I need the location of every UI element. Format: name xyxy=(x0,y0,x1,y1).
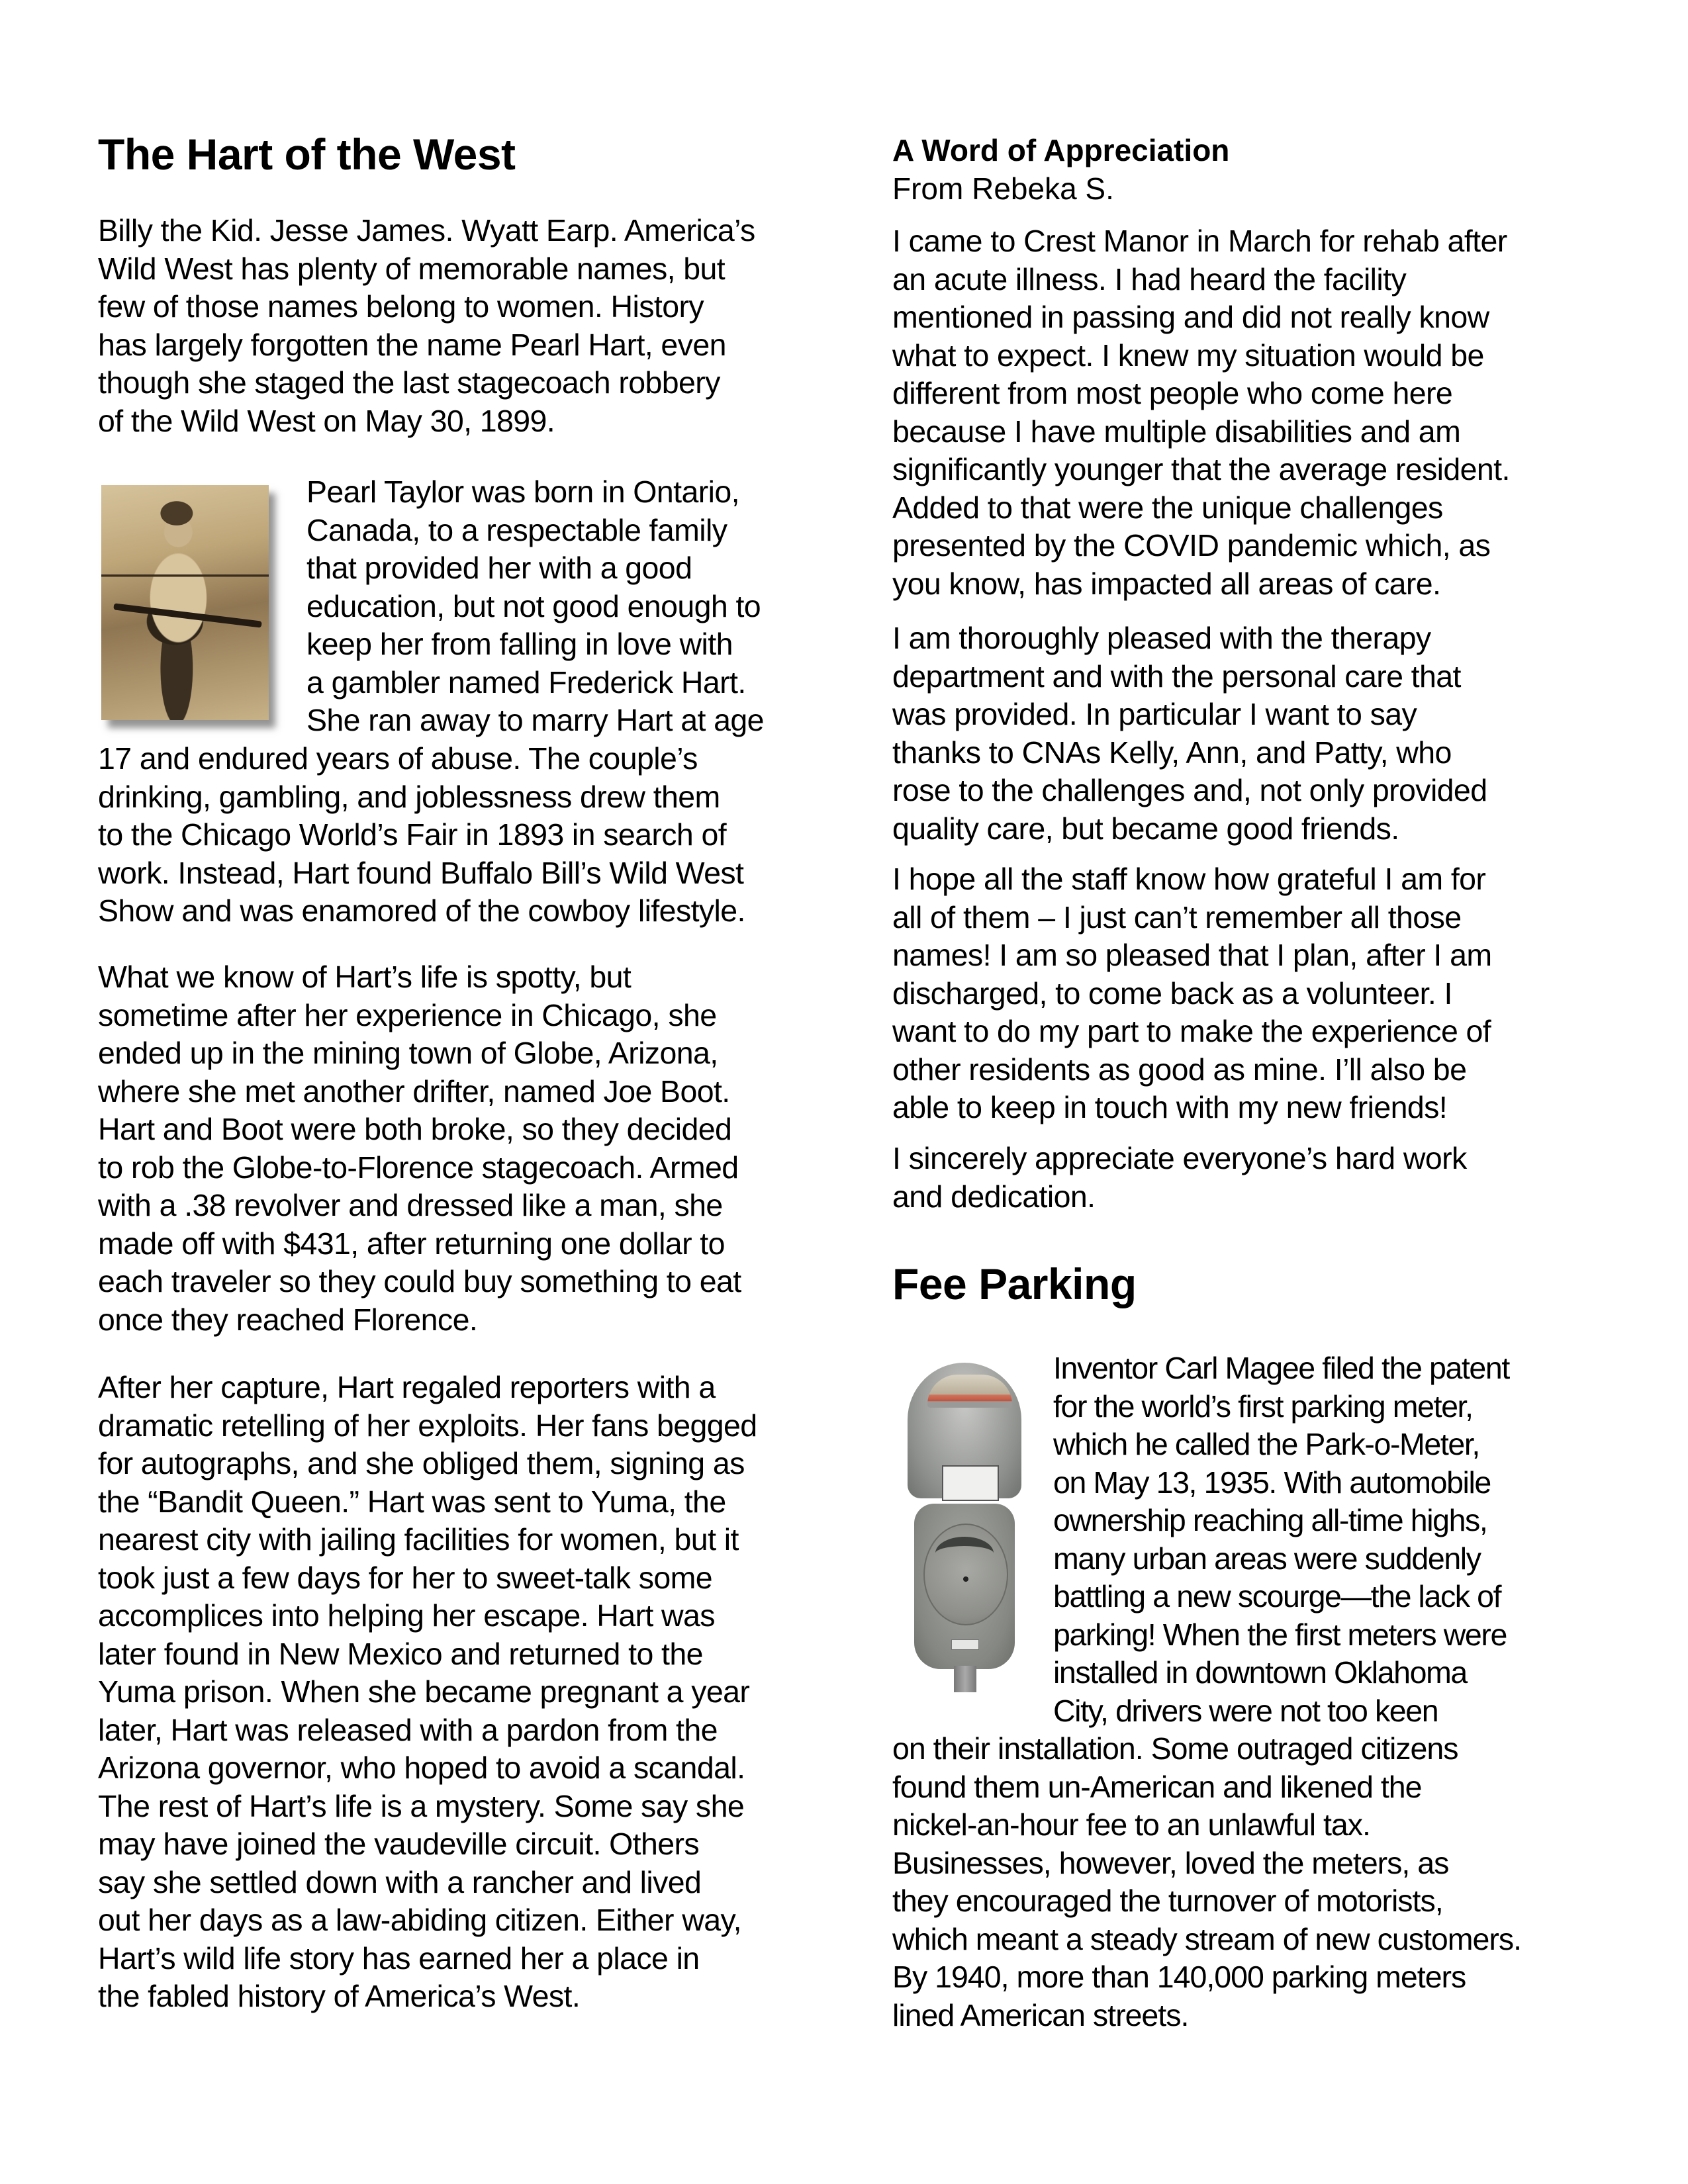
rifle-icon xyxy=(113,603,262,627)
text-line: on May 13, 1935. With automobile xyxy=(1053,1465,1491,1500)
text-line: for autographs, and she obliged them, signing as xyxy=(98,1446,745,1480)
text-line: which he called the Park-o-Meter, xyxy=(1053,1427,1479,1461)
meter-head xyxy=(908,1363,1021,1498)
text-line: discharged, to come back as a volunteer. I xyxy=(892,976,1452,1011)
text-line: I sincerely appreciate everyone’s hard work xyxy=(892,1141,1467,1175)
text-line: each traveler so they could buy something to eat xyxy=(98,1264,741,1298)
parking-paragraph-beside-image xyxy=(1053,1349,1509,1730)
text-line: found them un-American and likened the xyxy=(892,1769,1422,1804)
text-line: Billy the Kid. Jesse James. Wyatt Earp. America’s xyxy=(98,213,755,248)
text-line: the fabled history of America’s West. xyxy=(98,1979,581,2013)
text-line: Hart’s wild life story has earned her a place in xyxy=(98,1940,700,1976)
text-line: once they reached Florence. xyxy=(98,1302,478,1337)
text-line: After her capture, Hart regaled reporters with a xyxy=(98,1370,716,1404)
text-line: where she met another drifter, named Joe Boot. xyxy=(98,1073,730,1109)
text-line: Pearl Taylor was born in Ontario, xyxy=(306,475,739,509)
text-line: The rest of Hart’s life is a mystery. Some say she xyxy=(98,1788,745,1823)
text-line: department and with the personal care that xyxy=(892,659,1461,694)
text-line: parking! When the first meters were xyxy=(1053,1617,1507,1652)
text-line: work. Instead, Hart found Buffalo Bill’s Wild West xyxy=(98,855,744,890)
text-line: of the Wild West on May 30, 1899. xyxy=(98,403,555,438)
meter-body xyxy=(914,1504,1015,1669)
text-line: different from most people who come here xyxy=(892,376,1453,410)
text-line: to the Chicago World’s Fair in 1893 in search of xyxy=(98,817,727,852)
text-line: may have joined the vaudeville circuit. Others xyxy=(98,1827,700,1861)
text-line: ended up in the mining town of Globe, Arizona, xyxy=(98,1036,718,1070)
text-line: City, drivers were not too keen xyxy=(1053,1693,1438,1728)
text-line: few of those names belong to women. History xyxy=(98,289,704,324)
text-line: I came to Crest Manor in March for rehab after xyxy=(892,224,1507,258)
text-line: quality care, but became good friends. xyxy=(892,811,1399,846)
text-line: Show and was enamored of the cowboy lifestyle. xyxy=(98,893,745,928)
text-line: and dedication. xyxy=(892,1179,1096,1214)
meter-dial xyxy=(923,1524,1008,1625)
text-line: other residents as good as mine. I’ll also be xyxy=(892,1052,1467,1087)
text-line: later found in New Mexico and returned to the xyxy=(98,1636,703,1671)
appreciation-paragraph-4 xyxy=(892,1140,1467,1216)
text-line: keep her from falling in love with xyxy=(306,627,733,661)
text-line: an acute illness. I had heard the facility xyxy=(892,261,1407,296)
text-line: Added to that were the unique challenges xyxy=(892,490,1443,525)
meter-pole xyxy=(954,1666,976,1692)
byline: From Rebeka S. xyxy=(892,171,1114,206)
text-line: drinking, gambling, and joblessness drew them xyxy=(98,779,720,814)
appreciation-paragraph-1 xyxy=(892,222,1510,603)
text-line: because I have multiple disabilities and am xyxy=(892,414,1461,449)
pearl-hart-photo-icon xyxy=(101,485,269,720)
text-line: mentioned in passing and did not really know xyxy=(892,300,1489,334)
text-line: Businesses, however, loved the meters, as xyxy=(892,1845,1449,1880)
article-title-word-of-appreciation: A Word of Appreciation xyxy=(892,133,1230,167)
appreciation-paragraph-3 xyxy=(892,860,1491,1127)
text-line: By 1940, more than 140,000 parking meters xyxy=(892,1960,1466,1994)
text-line: took just a few days for her to sweet-talk some xyxy=(98,1560,713,1595)
text-line: that provided her with a good xyxy=(306,551,692,585)
text-line: Canada, to a respectable family xyxy=(306,512,727,547)
text-line: I am thoroughly pleased with the therapy xyxy=(892,621,1431,655)
text-line: out her days as a law-abiding citizen. Either way, xyxy=(98,1903,741,1937)
text-line: made off with $431, after returning one dollar to xyxy=(98,1226,725,1261)
text-line: rose to the challenges and, not only provided xyxy=(892,773,1487,807)
hart-paragraph-2-continued xyxy=(98,740,745,931)
text-line: you know, has impacted all areas of care. xyxy=(892,566,1441,601)
text-line: what to expect. I knew my situation would be xyxy=(892,338,1484,373)
appreciation-paragraph-2 xyxy=(892,619,1487,848)
text-line: though she staged the last stagecoach robbery xyxy=(98,365,720,400)
text-line: to rob the Globe-to-Florence stagecoach. Armed xyxy=(98,1150,739,1185)
text-line: many urban areas were suddenly xyxy=(1053,1541,1481,1576)
article-title-hart-of-the-west: The Hart of the West xyxy=(98,130,516,179)
text-line: a gambler named Frederick Hart. xyxy=(306,664,746,700)
text-line: with a .38 revolver and dressed like a man, she xyxy=(98,1188,723,1222)
hart-paragraph-3 xyxy=(98,958,741,1339)
text-line: Yuma prison. When she became pregnant a year xyxy=(98,1674,750,1709)
text-line: presented by the COVID pandemic which, as xyxy=(892,528,1491,563)
text-line: want to do my part to make the experience of xyxy=(892,1014,1491,1048)
text-line: I hope all the staff know how grateful I am for xyxy=(892,862,1486,896)
text-line: Hart and Boot were both broke, so they decided xyxy=(98,1112,732,1146)
text-line: was provided. In particular I want to say xyxy=(892,697,1417,731)
text-line: Wild West has plenty of memorable names, but xyxy=(98,251,726,286)
text-line: dramatic retelling of her exploits. Her fans begged xyxy=(98,1408,757,1443)
text-line: battling a new scourge—the lack of xyxy=(1053,1579,1501,1614)
text-line: 17 and endured years of abuse. The couple’s xyxy=(98,741,698,776)
meter-window xyxy=(927,1375,1012,1408)
meter-dial-arc xyxy=(935,1537,994,1570)
text-line: accomplices into helping her escape. Hart was xyxy=(98,1598,715,1633)
hart-paragraph-4 xyxy=(98,1369,757,2016)
text-line: Arizona governor, who hoped to avoid a scandal. xyxy=(98,1751,745,1785)
parking-paragraph-continued xyxy=(892,1730,1521,2034)
text-line: education, but not good enough to xyxy=(306,588,761,623)
meter-plate xyxy=(951,1639,979,1650)
hart-paragraph-1 xyxy=(98,212,755,440)
text-line: which meant a steady stream of new customers. xyxy=(892,1921,1522,1956)
meter-keyhole xyxy=(963,1576,968,1582)
text-line: say she settled down with a rancher and lived xyxy=(98,1864,702,1899)
text-line: Inventor Carl Magee filed the patent xyxy=(1053,1351,1509,1385)
text-line: nickel-an-hour fee to an unlawful tax. xyxy=(892,1807,1370,1842)
text-line: lined American streets. xyxy=(892,1997,1189,2032)
text-line: on their installation. Some outraged citizens xyxy=(892,1731,1458,1766)
text-line: they encouraged the turnover of motorists, xyxy=(892,1884,1443,1918)
text-line: later, Hart was released with a pardon from the xyxy=(98,1712,718,1747)
text-line: has largely forgotten the name Pearl Hart, even xyxy=(98,327,726,362)
hart-paragraph-2-beside-image xyxy=(306,473,764,740)
text-line: the “Bandit Queen.” Hart was sent to Yuma, the xyxy=(98,1484,726,1519)
text-line: She ran away to marry Hart at age xyxy=(306,703,764,737)
text-line: installed in downtown Oklahoma xyxy=(1053,1655,1467,1690)
text-line: nearest city with jailing facilities for women, but it xyxy=(98,1522,739,1557)
text-line: all of them – I just can’t remember all those xyxy=(892,899,1462,934)
text-line: for the world’s first parking meter, xyxy=(1053,1388,1473,1424)
text-line: sometime after her experience in Chicago, she xyxy=(98,997,717,1032)
parking-meter-photo-icon xyxy=(902,1355,1028,1692)
meter-label xyxy=(942,1465,999,1501)
text-line: able to keep in touch with my new friends! xyxy=(892,1090,1448,1124)
text-line: significantly younger that the average resident. xyxy=(892,452,1510,486)
text-line: names! I am so pleased that I plan, after I am xyxy=(892,938,1492,972)
text-line: thanks to CNAs Kelly, Ann, and Patty, who xyxy=(892,735,1452,770)
text-line: What we know of Hart’s life is spotty, but xyxy=(98,960,632,994)
text-line: ownership reaching all-time highs, xyxy=(1053,1503,1487,1537)
article-title-fee-parking: Fee Parking xyxy=(892,1259,1137,1308)
